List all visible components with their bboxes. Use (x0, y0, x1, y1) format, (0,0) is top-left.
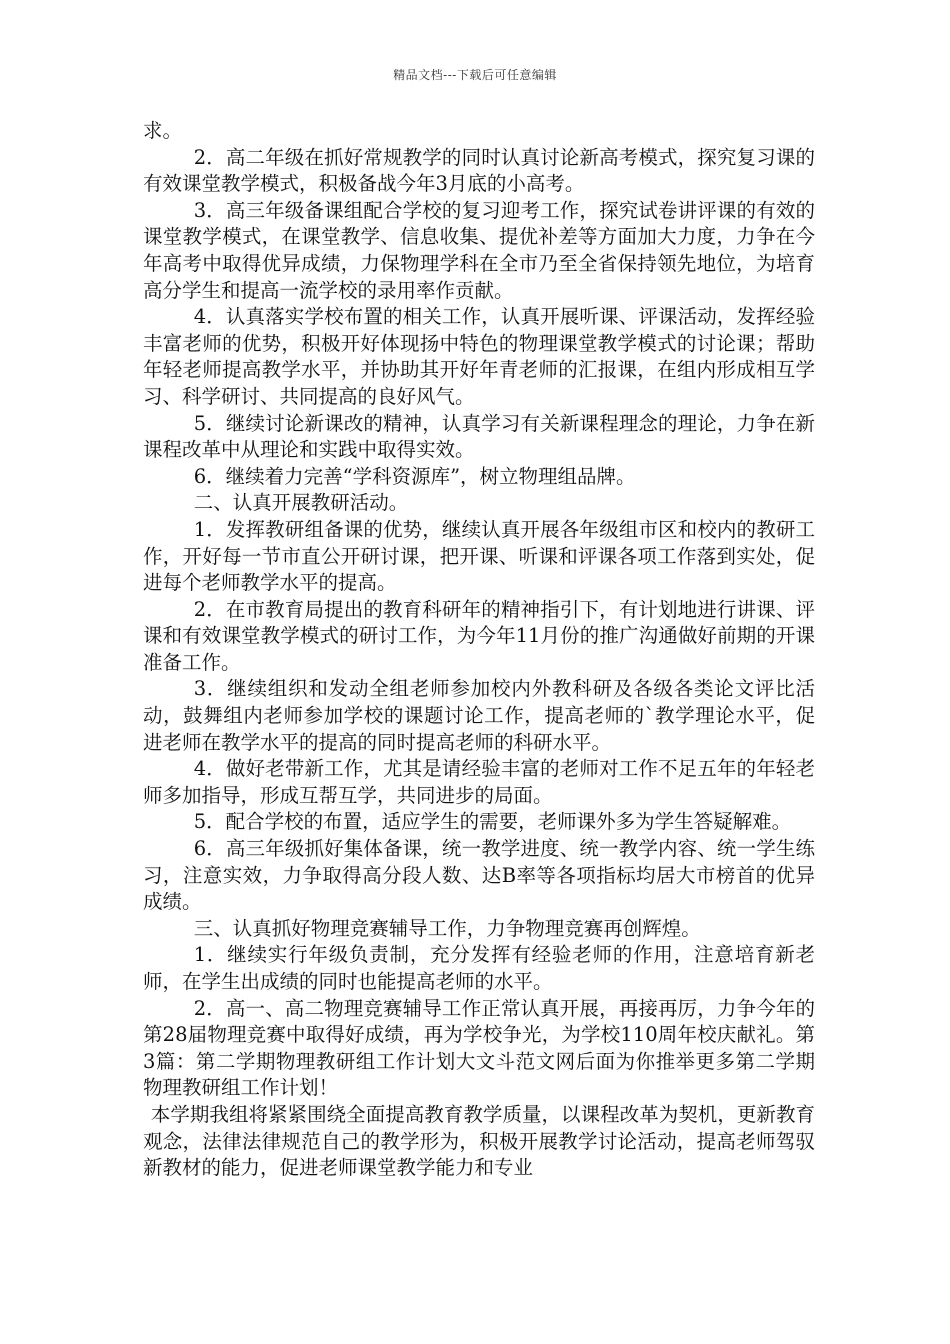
paragraph: 5．继续讨论新课改的精神，认真学习有关新课程理念的理论，力争在新课程改革中从理论和实践中取得实效。 (143, 411, 815, 462)
paragraph: 4．做好老带新工作，尤其是请经验丰富的老师对工作不足五年的年轻老师多加指导，形成互帮互学，共同进步的局面。 (143, 757, 815, 807)
paragraph: 5．配合学校的布置，适应学生的需要，老师课外多为学生答疑解难。 (193, 810, 792, 834)
document-body (143, 118, 815, 1182)
paragraph: 2．高一、高二物理竞赛辅导工作正常认真开展，再接再厉，力争今年的第28届物理竞赛中取得好成绩，再为学校争光，为学校110周年校庆献礼。第3篇：第二学期物理教研组工作计划大文斗范文网后面为你推举更多第二学期物理教研组工作计划！ (143, 996, 815, 1100)
section-heading: 二、认真开展教研活动。 (193, 491, 409, 515)
paragraph: 6．继续着力完善“学科资源库”，树立物理组品牌。 (193, 464, 636, 488)
paragraph: 3．高三年级备课组配合学校的复习迎考工作，探究试卷讲评课的有效的课堂教学模式，在课堂教学、信息收集、提优补差等方面加大力度，力争在今年高考中取得优异成绩，力保物理学科在全市乃至全省保持领先地位，为培育高分学生和提高一流学校的录用率作贡献。 (143, 198, 815, 302)
paragraph: 2．在市教育局提出的教育科研年的精神指引下，有计划地进行讲课、评课和有效课堂教学模式的研讨工作，为今年11月份的推广沟通做好前期的开课准备工作。 (143, 597, 815, 674)
paragraph: 4．认真落实学校布置的相关工作，认真开展听课、评课活动，发挥经验丰富老师的优势，积极开好体现扬中特色的物理课堂教学模式的讨论课；帮助年轻老师提高教学水平，并协助其开好年青老师的汇报课，在组内形成相互学习、科学研讨、共同提高的良好风气。 (143, 305, 815, 408)
paragraph: 1．发挥教研组备课的优势，继续认真开展各年级组市区和校内的教研工作，开好每一节市直公开研讨课，把开课、听课和评课各项工作落到实处，促进每个老师教学水平的提高。 (143, 517, 815, 595)
section-heading: 三、认真抓好物理竞赛辅导工作，力争物理竞赛再创辉煌。 (193, 916, 701, 940)
paragraph: 1．继续实行年级负责制，充分发挥有经验老师的作用，注意培育新老师，在学生出成绩的同时也能提高老师的水平。 (143, 943, 815, 993)
page-header: 精品文档---下载后可任意编辑 (393, 68, 557, 82)
paragraph: 求。 (143, 119, 183, 142)
paragraph: 本学期我组将紧紧围绕全面提高教育教学质量，以课程改革为契机，更新教育观念，法律法律规范自己的教学形为，积极开展教学讨论活动，提高老师驾驭新教材的能力，促进老师课堂教学能力和专业 (143, 1102, 815, 1180)
paragraph: 6．高三年级抓好集体备课，统一教学进度、统一教学内容、统一学生练习，注意实效，力争取得高分段人数、达B率等各项指标均居大市榜首的优异成绩。 (143, 837, 815, 914)
paragraph: 3．继续组织和发动全组老师参加校内外教科研及各级各类论文评比活动，鼓舞组内老师参加学校的课题讨论工作，提高老师的`教学理论水平，促进老师在教学水平的提高的同时提高老师的科研水平。 (143, 677, 815, 754)
paragraph: 2．高二年级在抓好常规教学的同时认真讨论新高考模式，探究复习课的有效课堂教学模式，积极备战今年3月底的小高考。 (143, 145, 815, 196)
